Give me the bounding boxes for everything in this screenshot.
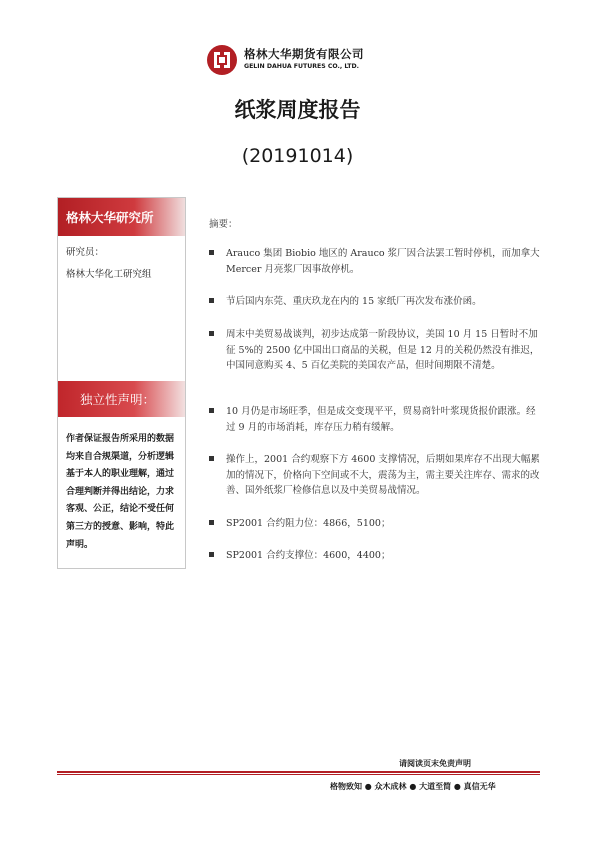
company-name-cn: 格林大华期货有限公司 <box>244 47 364 61</box>
footer-divider <box>57 771 540 773</box>
report-date: (20191014) <box>241 145 354 167</box>
footer-divider-thin <box>57 774 540 775</box>
researcher-label: 研究员： <box>66 247 105 258</box>
bullet-text: 周末中美贸易战谈判，初步达成第一阶段协议，美国 10 月 15 日暂时不加征 5%的 2500 亿中国出口商品的关税，但是 12 月的关税仍然没有推迟，中国同意购买 4、5 百亿美院的美国农产品，但时间期限不清楚。 <box>226 329 540 371</box>
independence-statement: 作者保证报告所采用的数据均来自合规渠道，分析逻辑基于本人的职业理解，通过合理判断并得出结论，力求客观、公正，结论不受任何第三方的授意、影响，特此声明。 <box>66 434 175 550</box>
company-name-en: GELIN DAHUA FUTURES CO., LTD. <box>244 63 360 70</box>
square-bullet-icon <box>209 552 214 557</box>
independence-title: 独立性声明： <box>80 392 156 407</box>
bullet-text: 操作上，2001 合约观察下方 4600 支撑情况，后期如果库存不出现大幅累加的情况下，价格向下空间或不大，震荡为主，需主要关注库存、需求的改善、国外纸浆厂检修信息以及中美贸易战情况。 <box>226 454 540 496</box>
bullet-text: SP2001 合约支撑位：4600，4400； <box>226 550 391 561</box>
summary-label: 摘要： <box>209 219 238 230</box>
square-bullet-icon <box>209 456 214 461</box>
company-slogan: 格物致知 ● 众木成林 ● 大道至简 ● 真信无华 <box>330 782 496 791</box>
gelin-dahua-logo-icon <box>206 44 238 76</box>
company-logo <box>206 44 386 80</box>
bullet-text: 10 月仍是市场旺季，但是成交变现平平，贸易商针叶浆现货报价跟涨。经过 9 月的市场消耗，库存压力稍有缓解。 <box>226 406 536 433</box>
institute-header <box>58 198 185 236</box>
square-bullet-icon <box>209 298 214 303</box>
institute-name: 格林大华研究所 <box>66 210 154 225</box>
square-bullet-icon <box>209 520 214 525</box>
square-bullet-icon <box>209 331 214 336</box>
report-title: 纸浆周度报告 <box>234 98 361 122</box>
square-bullet-icon <box>209 250 214 255</box>
sidebar-panel <box>57 197 186 569</box>
disclaimer-note: 请阅读页末免责声明 <box>399 759 471 768</box>
bullet-text: 节后国内东莞、重庆玖龙在内的 15 家纸厂再次发布涨价函。 <box>226 296 482 307</box>
bullet-text: Arauco 集团 Biobio 地区的 Arauco 浆厂因合法罢工暂时停机，而加拿大 Mercer 月亮浆厂因事故停机。 <box>226 248 540 275</box>
square-bullet-icon <box>209 408 214 413</box>
research-group: 格林大华化工研究组 <box>66 269 152 280</box>
bullet-text: SP2001 合约阻力位：4866，5100； <box>226 518 391 529</box>
independence-header <box>58 381 185 417</box>
